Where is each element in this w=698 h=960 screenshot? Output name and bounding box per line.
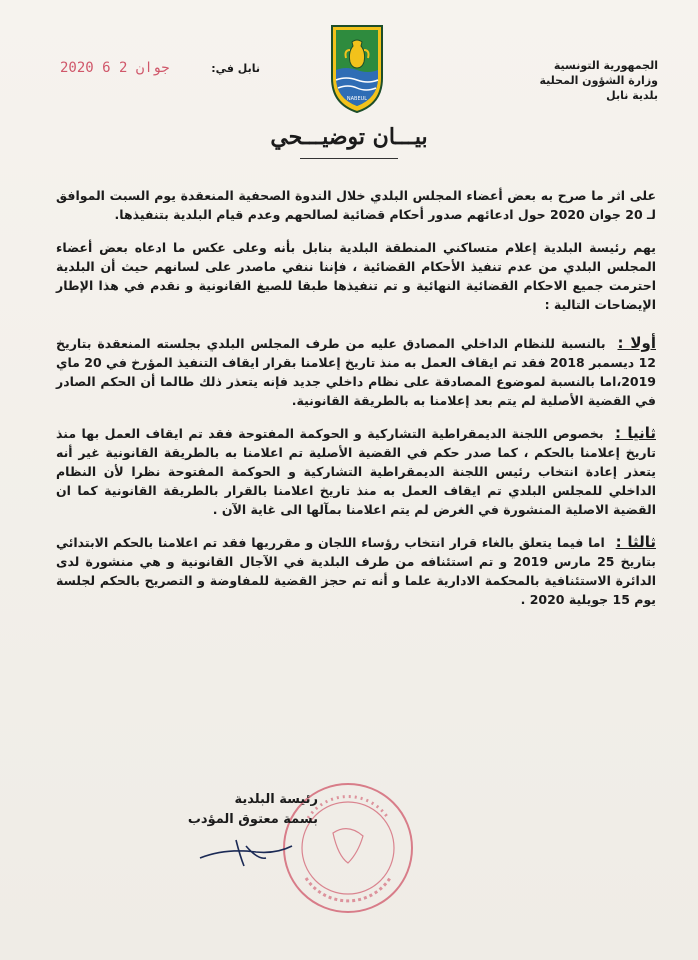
point-first <box>56 334 656 410</box>
point-second-lead: ثانيا : <box>615 424 656 442</box>
intro-paragraph: على اثر ما صرح به بعض أعضاء المجلس البلدي خلال الندوة الصحفية المنعقدة يوم السبت الموافق لـ 20 جوان 2020 حول ادعائهم صدور أحكام قضائية لصالحهم وعدم قيام البلدية بتنفيذها. <box>56 188 656 222</box>
title-underline <box>300 158 398 159</box>
date-stamp: 2020 جوان 2 6 <box>60 60 170 76</box>
logo-banner-text: NABEUL <box>346 96 368 102</box>
place-label: نابل في: <box>211 61 260 75</box>
point-second <box>56 424 656 519</box>
republic-name: الجمهورية التونسية <box>553 59 658 72</box>
signatory-name: بسمة معتوق المؤدب <box>187 812 318 827</box>
municipality-logo <box>328 20 386 116</box>
municipality-name: بلدية نابل <box>606 89 658 102</box>
document-title: بيـــان توضيـــحي <box>270 124 428 150</box>
signature-block <box>98 790 318 830</box>
notice-paragraph: يهم رئيسة البلدية إعلام متساكني المنطقة البلدية بنابل بأنه وعلى عكس ما ادعاه بعض أعضاء المجلس البلدي من عدم تنفيذ الأحكام القضائية ، فإننا ننفي ماصدر على لسانهم حيث أن البلدية احترمت جميع الاحكام القضائية النهائية و تم تنفيذها طبقا للصيغ القانونية و نقدم في هذا الإطار الإيضاحات التالية : <box>56 240 656 312</box>
point-third <box>56 533 656 609</box>
handwritten-signature <box>196 836 296 870</box>
letterhead <box>498 58 658 103</box>
point-first-text: بالنسبة للنظام الداخلي المصادق عليه من طرف المجلس البلدي بجلسته المنعقدة بتاريخ 12 ديسمبر 2018 فقد تم ايقاف العمل به منذ تاريخ إعلامنا بقرار ايقاف التنفيذ المؤرخ في 20 ماي 2019،اما بالنسبة لموضوع المصادقة على نظام داخلي جديد فإنه يتعذر ذلك طالما أن الحكم الصادر في القضية الأصلية لم يتم بعد إعلامنا به بالطريقة القانونية. <box>56 336 656 408</box>
ministry-name: وزارة الشؤون المحلية <box>539 74 658 87</box>
point-third-text: اما فيما يتعلق بالغاء قرار انتخاب رؤساء اللجان و مقرريها فقد تم اعلامنا بالحكم الابتدائي بتاريخ 25 مارس 2019 و تم استئنافه من طرف البلدية في الآجال القانونية و هي منشورة لدى الدائرة الاستئنافية بالمحكمة الادارية علما و أنه تم حجز القضية للمفاوضة و التصريح بالحكم لجلسة يوم 15 جويلية 2020 . <box>56 535 656 607</box>
point-second-text: بخصوص اللجنة الديمقراطية التشاركية و الحوكمة المفتوحة فقد تم ايقاف العمل بها منذ تاريخ إعلامنا بالحكم ، كما صدر حكم في القضية الأصلية تم اعلامنا به بالطريقة القانونية غير أنه يتعذر إعادة انتخاب رئيس اللجنة الديمقراطية التشاركية و الحوكمة المفتوحة نظرا لأن النظام الداخلي للمجلس البلدي تم ايقاف العمل به منذ تاريخ اعلامنا بالقرار بالطريقة القانونية كما ان القضية الاصلية المنشورة في الغرض لم يتم اعلامنا بمآلها الى غاية الآن . <box>56 426 656 517</box>
statement-body <box>56 186 656 623</box>
point-third-lead: ثالثا : <box>615 533 656 551</box>
date-area <box>60 58 260 78</box>
point-first-lead: أولا : <box>617 334 656 352</box>
signatory-role: رئيسة البلدية <box>234 792 318 807</box>
